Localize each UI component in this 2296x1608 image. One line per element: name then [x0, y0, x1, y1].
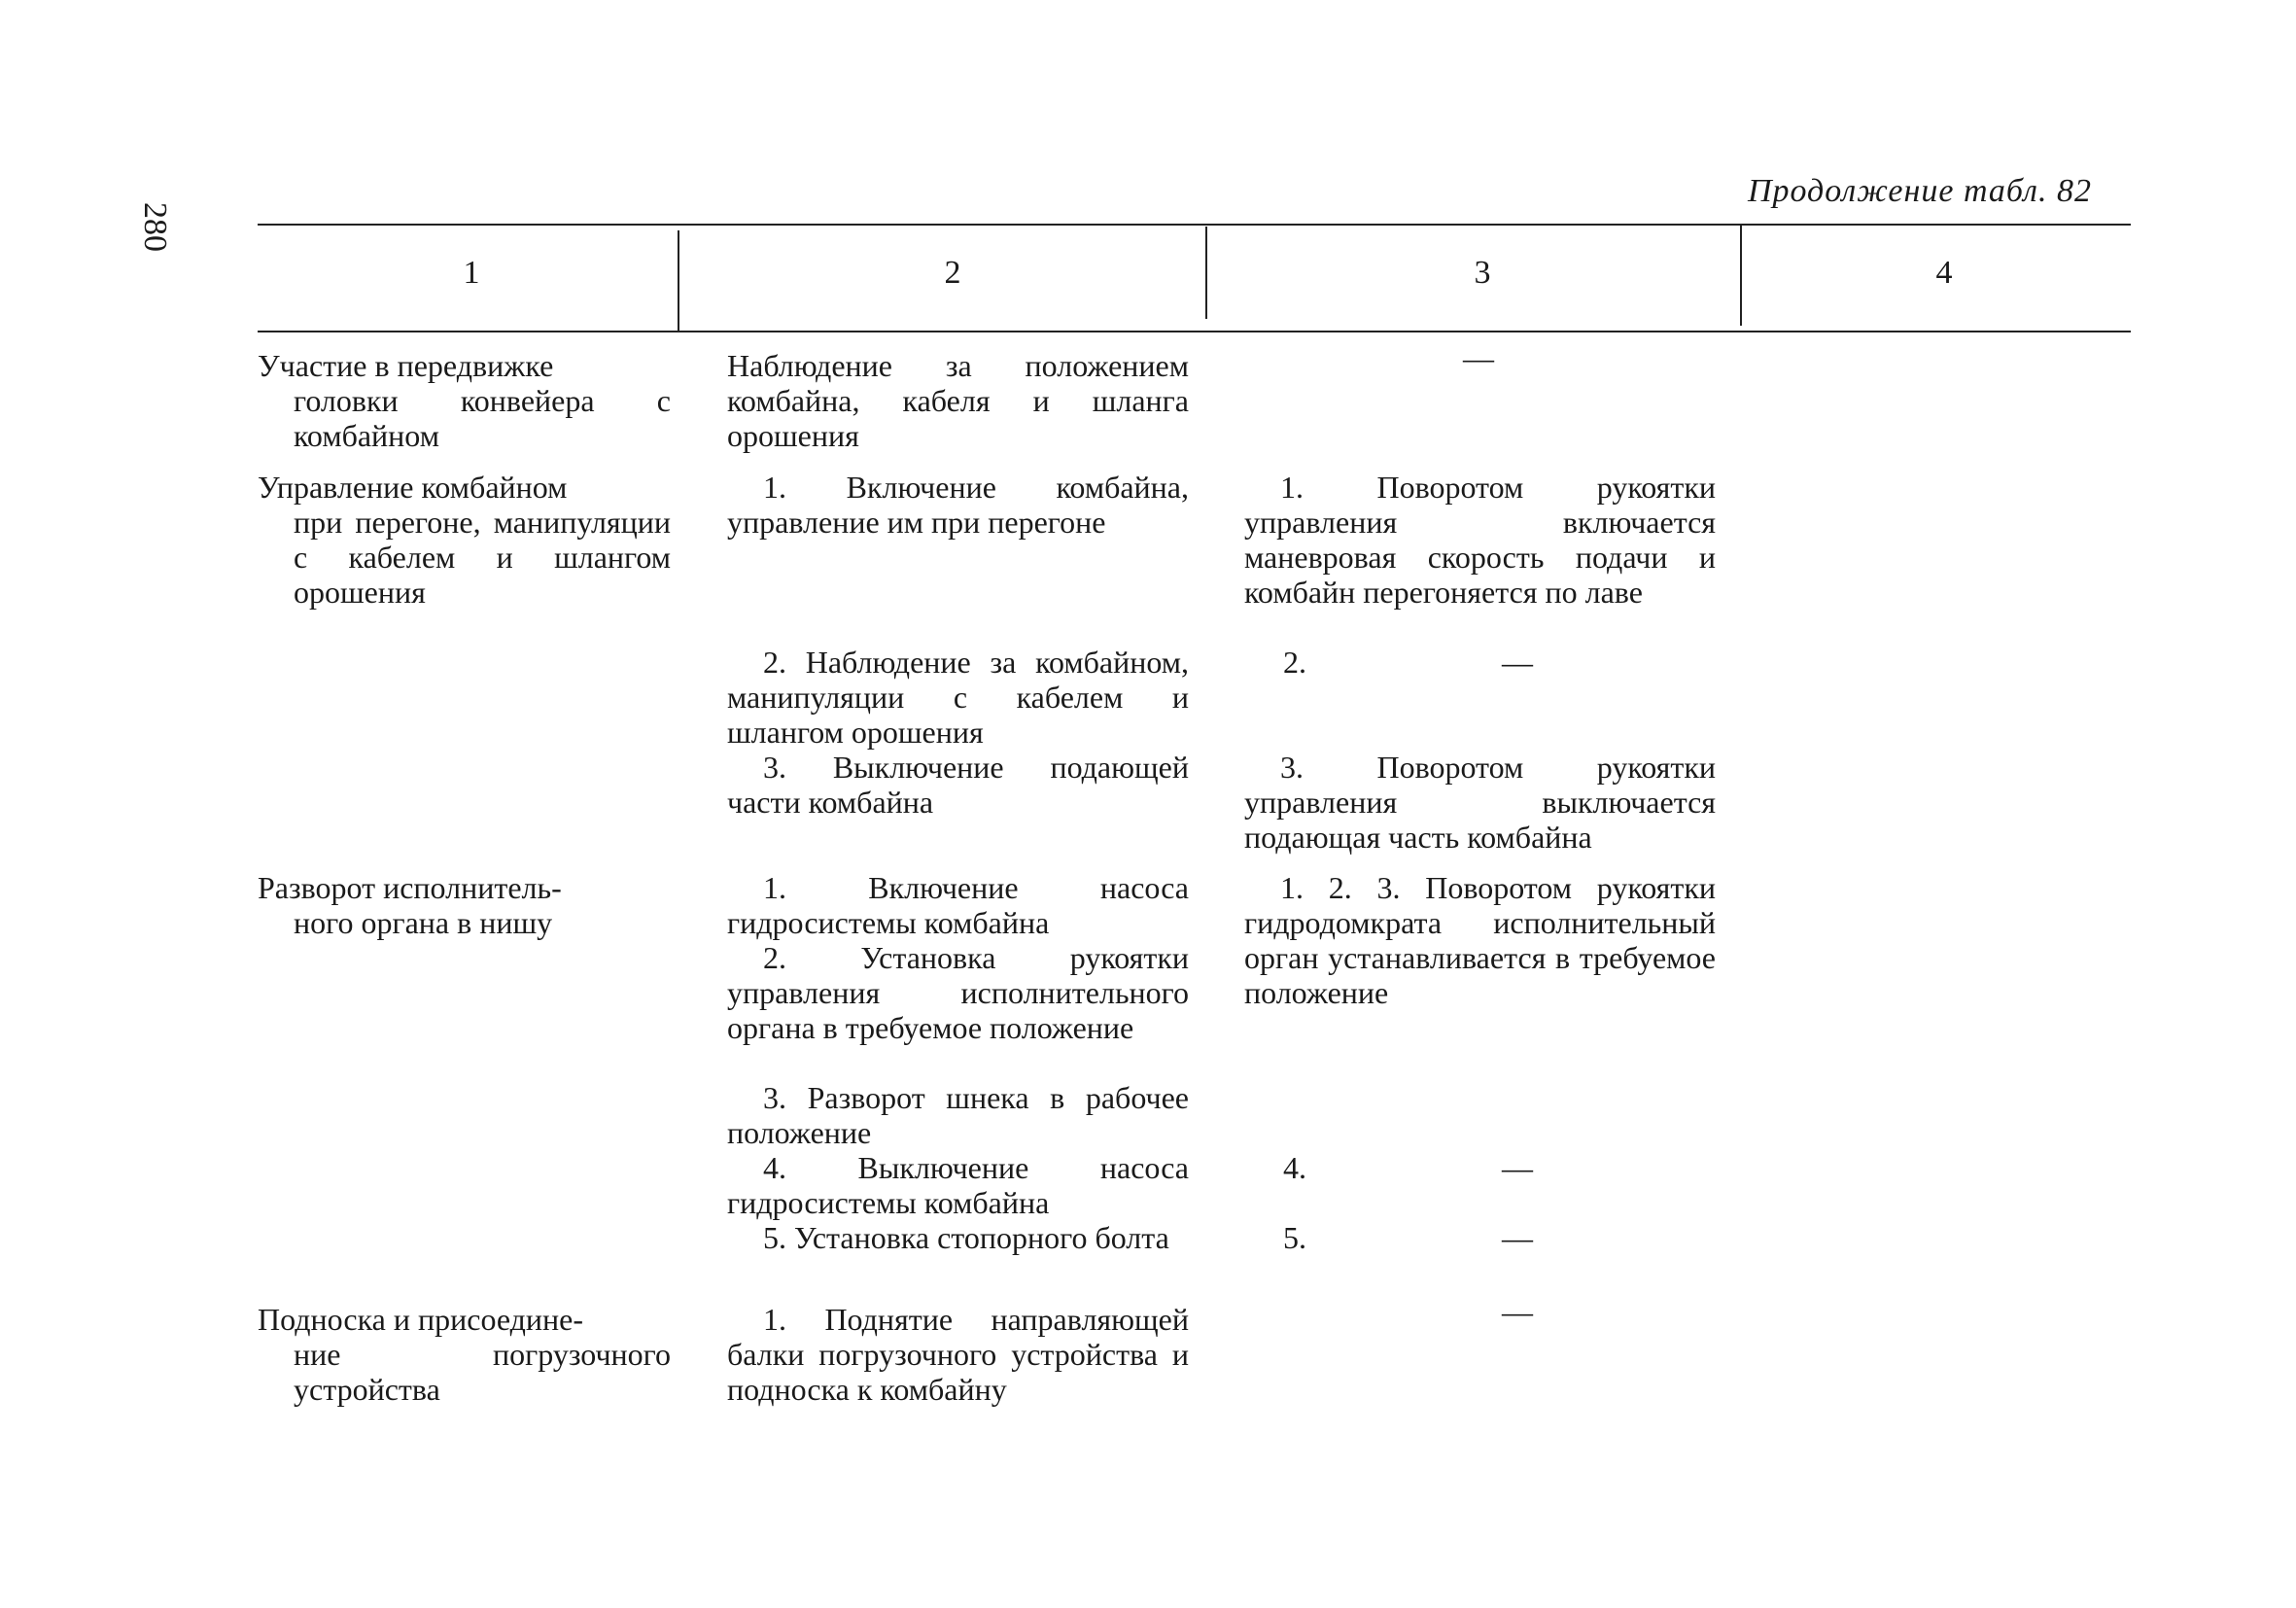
action-step: 3. Разворот шнека в рабочее положение — [727, 1080, 1189, 1150]
empty-dash: — — [1463, 340, 1494, 375]
action-step: 1. Поднятие направляющей балки погрузочного устройства и подноска к комбайну — [727, 1302, 1189, 1407]
operation-line: Подноска и присоедине- — [258, 1302, 583, 1337]
operation-line: Управление комбайном — [258, 470, 568, 505]
column-header-4: 4 — [1935, 255, 1953, 291]
action-step: 2. Установка рукоятки управления исполнительного органа в требуемое положение — [727, 940, 1189, 1045]
method-step: 1. Поворотом рукоятки управления включается маневровая скорость подачи и комбайн перегоняется по лаве — [1244, 470, 1716, 610]
step-number: 2. — [1283, 645, 1306, 680]
column-divider — [1740, 224, 1742, 326]
operation-text: ние погрузочного устройства — [294, 1337, 671, 1407]
operation-text: ного органа в нишу — [294, 905, 553, 940]
table-top-rule — [258, 224, 2131, 226]
table-header-rule — [258, 331, 2131, 332]
action-step: 4. Выключение насоса гидросистемы комбайна — [727, 1150, 1189, 1220]
column-header-1: 1 — [463, 255, 480, 291]
operation-text: головки конвейера с комбайном — [294, 383, 671, 453]
empty-dash: — — [1502, 1220, 1533, 1255]
actions-cell: Наблюдение за положением комбайна, кабеля и шланга орошения — [727, 348, 1189, 453]
step-number: 5. — [1283, 1220, 1306, 1255]
action-step: 5. Установка стопорного болта — [763, 1220, 1169, 1255]
action-step: 3. Выключение подающей части комбайна — [727, 750, 1189, 820]
column-header-2: 2 — [944, 255, 961, 291]
column-header-3: 3 — [1474, 255, 1491, 291]
operation-text: при перегоне, манипуляции с кабелем и шлангом орошения — [294, 505, 671, 610]
column-divider — [1205, 227, 1207, 319]
method-step: 3. Поворотом рукоятки управления выключается подающая часть комбайна — [1244, 750, 1716, 855]
empty-dash: — — [1502, 645, 1533, 680]
step-number: 4. — [1283, 1150, 1306, 1185]
method-step: 1. 2. 3. Поворотом рукоятки гидродомкрата исполнительный орган устанавливается в требуемое положение — [1244, 870, 1716, 1010]
operation-line: Участие в передвижке — [258, 348, 554, 383]
column-divider — [678, 230, 679, 331]
table-caption: Продолжение табл. 82 — [1747, 173, 2092, 209]
empty-dash: — — [1502, 1294, 1533, 1329]
operation-line: Разворот исполнитель- — [258, 870, 562, 905]
page-number: 280 — [137, 202, 173, 252]
action-step: 2. Наблюдение за комбайном, манипуляции с кабелем и шлангом орошения — [727, 645, 1189, 750]
action-step: 1. Включение комбайна, управление им при перегоне — [727, 470, 1189, 540]
operation-cell — [258, 1302, 671, 1407]
action-step: 1. Включение насоса гидросистемы комбайна — [727, 870, 1189, 940]
operation-cell — [258, 870, 671, 940]
operation-cell — [258, 470, 671, 610]
operation-cell — [258, 348, 671, 453]
empty-dash: — — [1502, 1150, 1533, 1185]
